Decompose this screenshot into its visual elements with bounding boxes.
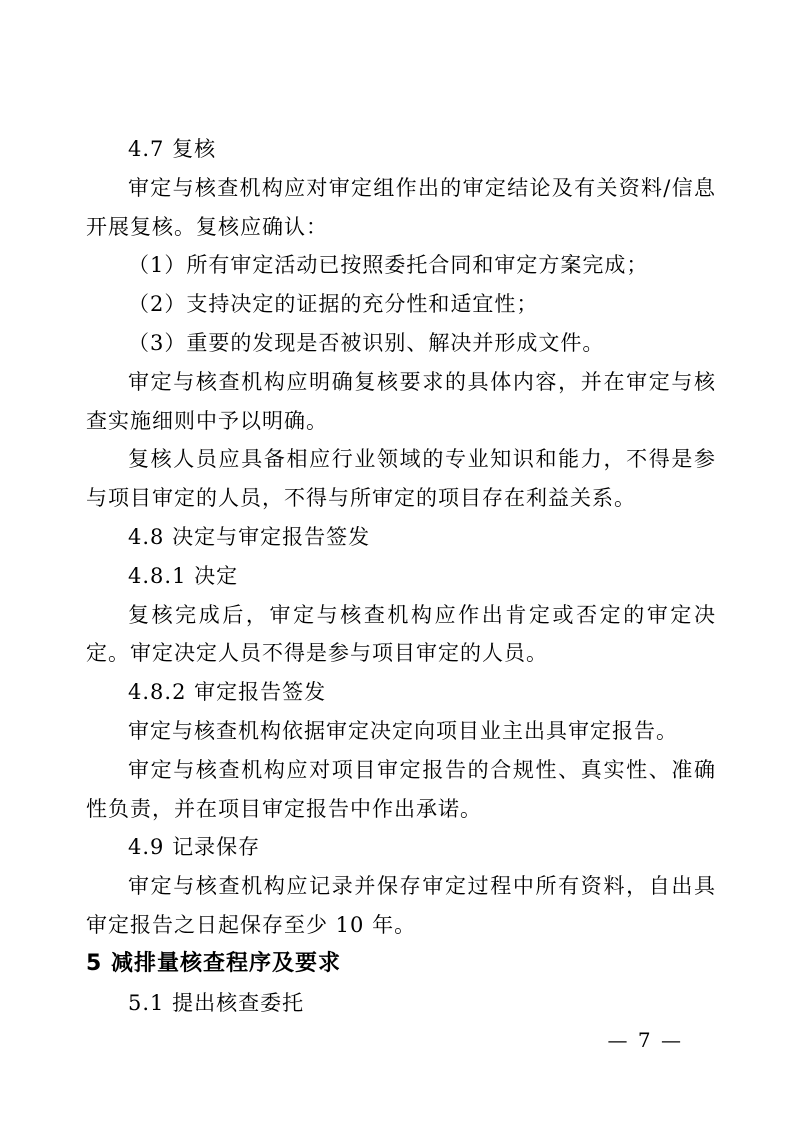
section-heading-4-8: 4.8 决定与审定报告签发	[128, 524, 371, 549]
paragraph-review-scope: 审定与核查机构应对审定组作出的审定结论及有关资料/信息开展复核。复核应确认：	[86, 175, 716, 239]
section-heading-4-7: 4.7 复核	[128, 137, 217, 161]
list-item-3: （3）重要的发现是否被识别、解决并形成文件。	[128, 330, 605, 355]
section-heading-5-1: 5.1 提出核查委托	[128, 990, 305, 1015]
list-item-2: （2）支持决定的证据的充分性和适宜性；	[128, 292, 539, 317]
paragraph-report-issue: 审定与核查机构依据审定决定向项目业主出具审定报告。	[128, 718, 678, 743]
paragraph-review-detail: 审定与核查机构应明确复核要求的具体内容，并在审定与核查实施细则中予以明确。	[86, 369, 716, 433]
paragraph-record-keep: 审定与核查机构应记录并保存审定过程中所有资料，自出具审定报告之日起保存至少 10 年。	[86, 874, 716, 937]
section-heading-4-8-1: 4.8.1 决定	[128, 563, 239, 588]
paragraph-decision: 复核完成后，审定与核查机构应作出肯定或否定的审定决定。审定决定人员不得是参与项目审定的人员。	[86, 602, 716, 666]
section-heading-4-8-2: 4.8.2 审定报告签发	[128, 680, 327, 705]
chapter-heading-5: 5 减排量核查程序及要求	[86, 950, 341, 976]
list-item-1: （1）所有审定活动已按照委托合同和审定方案完成；	[128, 253, 649, 278]
paragraph-reviewer-req: 复核人员应具备相应行业领域的专业知识和能力，不得是参与项目审定的人员，不得与所审定的项目存在利益关系。	[86, 447, 716, 511]
paragraph-report-resp: 审定与核查机构应对项目审定报告的合规性、真实性、准确性负责，并在项目审定报告中作出承诺。	[86, 757, 716, 821]
page-number: — 7 —	[607, 1028, 683, 1052]
section-heading-4-9: 4.9 记录保存	[128, 835, 261, 860]
document-body	[86, 130, 716, 1022]
